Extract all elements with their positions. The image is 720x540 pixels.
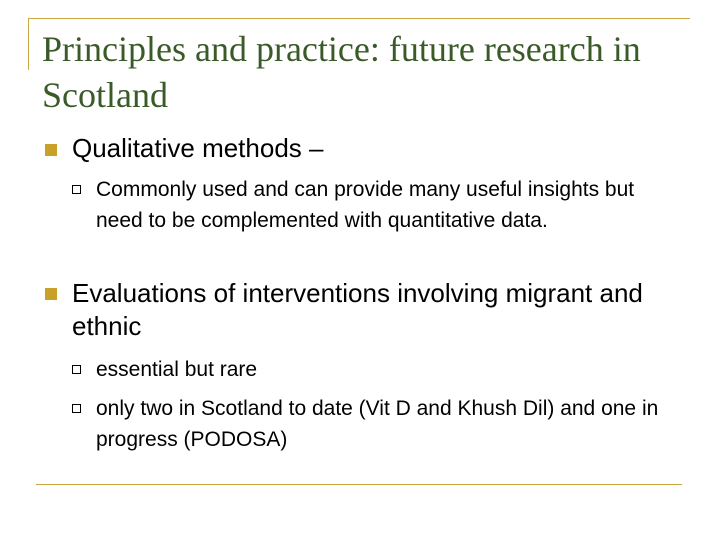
sub-bullet-hollow-square-icon: [72, 404, 81, 413]
bullet-square-icon: [45, 288, 57, 300]
sub-bullet-hollow-square-icon: [72, 365, 81, 374]
sub-bullet-hollow-square-icon: [72, 185, 81, 194]
bullet-item-evaluations: Evaluations of interventions involving migrant and ethnic: [72, 278, 643, 341]
slide-title: Principles and practice: future research in Scotland: [42, 29, 641, 115]
bullet-item-qualitative: Qualitative methods –: [72, 133, 324, 163]
bullet-square-icon: [45, 144, 57, 156]
sub-bullet-item: essential but rare: [96, 358, 258, 381]
sub-bullet-item: only two in Scotland to date (Vit D and Khush Dil) and one in progress (PODOSA): [96, 397, 659, 451]
top-accent-rule: [28, 18, 690, 19]
sub-bullet-item: Commonly used and can provide many useful insights but need to be complemented with quantitative data.: [96, 178, 635, 232]
left-accent-rule: [28, 18, 29, 70]
bottom-accent-rule: [36, 484, 682, 485]
